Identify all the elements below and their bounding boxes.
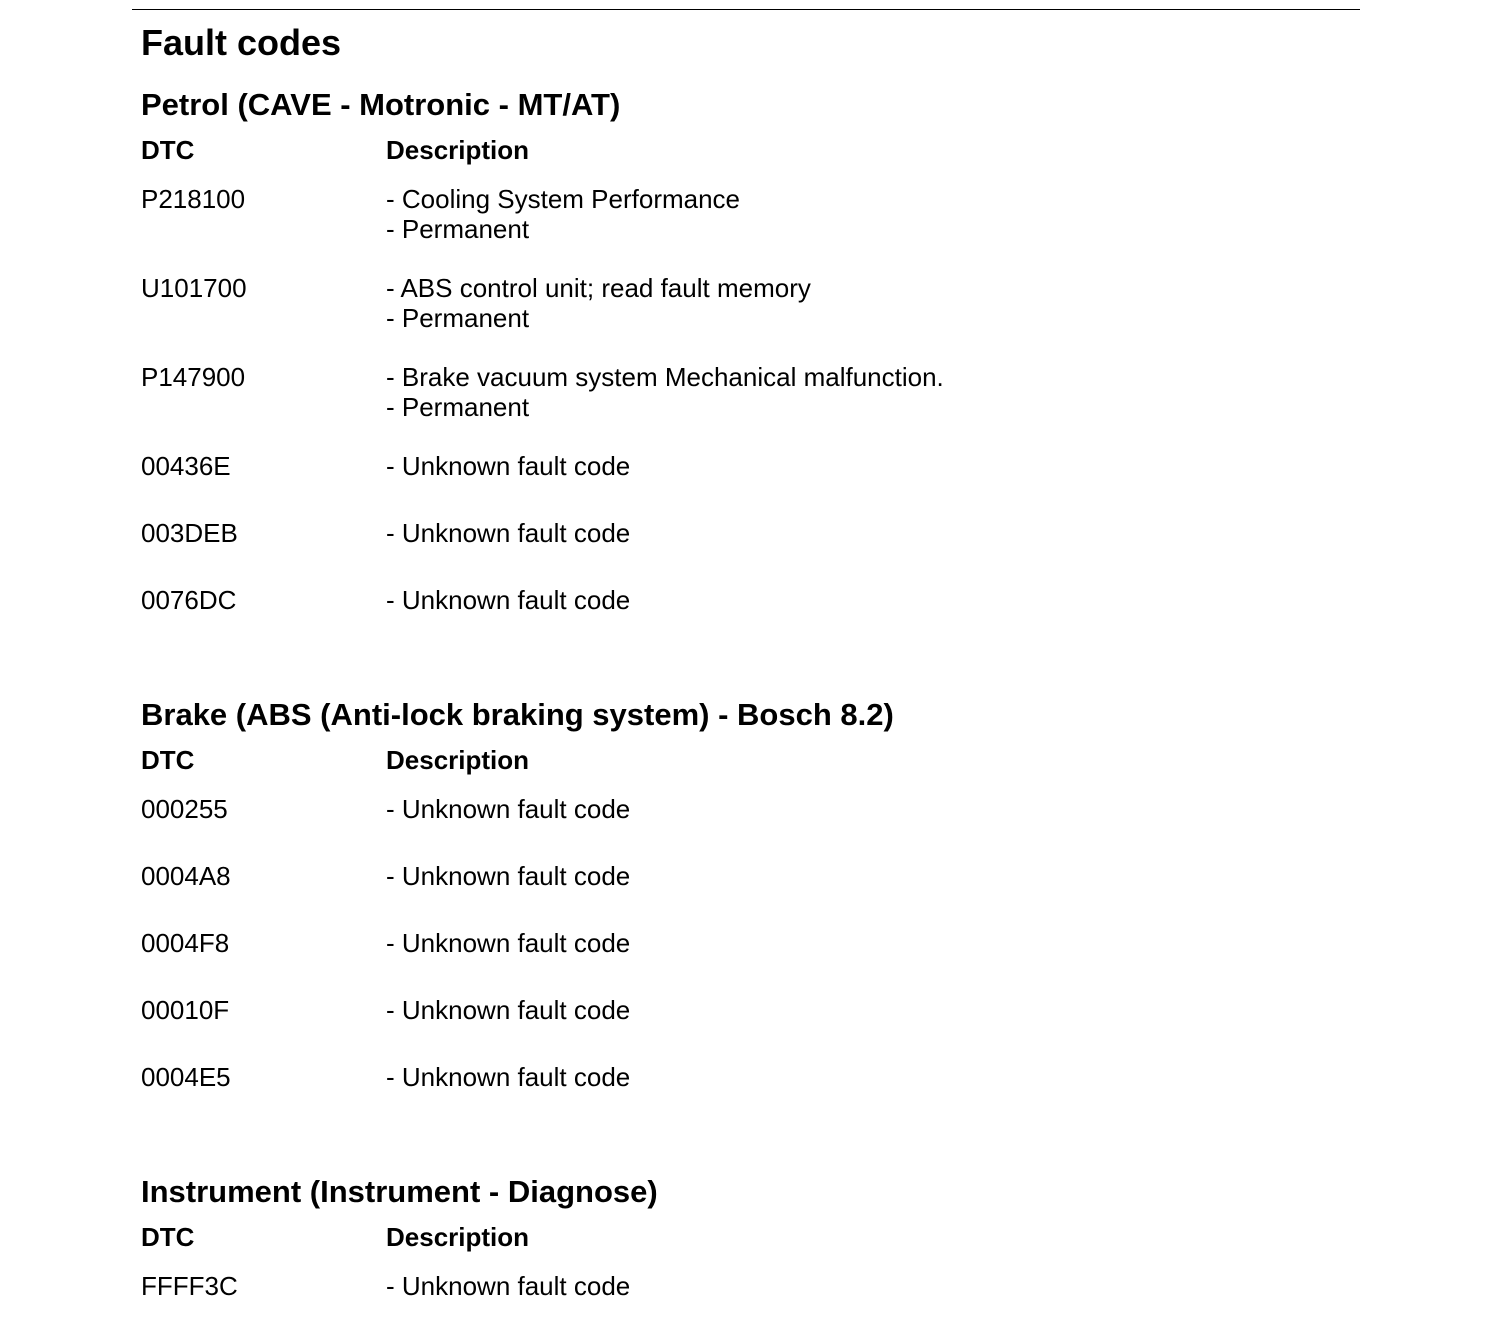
fault-description [386, 451, 630, 481]
description-line: - Unknown fault code [386, 1271, 631, 1301]
description-line: - Unknown fault code [386, 861, 631, 891]
table-row [141, 928, 1341, 995]
dtc-code: P218100 [141, 184, 246, 214]
dtc-code: 0004A8 [141, 861, 231, 891]
fault-description [386, 518, 630, 548]
page-title: Fault codes [141, 22, 342, 63]
dtc-code: 00436E [141, 451, 231, 481]
table-row [141, 794, 1341, 861]
dtc-code: 0004F8 [141, 928, 230, 958]
table-row [141, 184, 1341, 273]
fault-description [386, 861, 630, 891]
fault-description [386, 794, 630, 824]
fault-description [386, 362, 944, 422]
fault-code-list [141, 184, 1341, 652]
description-line: - Unknown fault code [386, 928, 631, 958]
description-line: - Unknown fault code [386, 451, 631, 481]
dtc-code: 000255 [141, 794, 228, 824]
fault-description [386, 585, 630, 615]
dtc-code: 0076DC [141, 585, 237, 615]
description-line: - ABS control unit; read fault memory [386, 273, 811, 303]
description-line: - Unknown fault code [386, 794, 631, 824]
table-row [141, 273, 1341, 362]
table-row [141, 995, 1341, 1062]
column-header-description: Description [386, 1222, 530, 1252]
table-row [141, 861, 1341, 928]
table-row [141, 585, 1341, 652]
column-header-dtc: DTC [141, 1222, 195, 1252]
table-row [141, 451, 1341, 518]
fault-description [386, 995, 630, 1025]
dtc-code: 0004E5 [141, 1062, 231, 1092]
section-title: Petrol (CAVE - Motronic - MT/AT) [141, 87, 621, 122]
table-row [141, 1271, 1341, 1338]
dtc-code: P147900 [141, 362, 246, 392]
section-title: Instrument (Instrument - Diagnose) [141, 1174, 658, 1209]
section-petrol [141, 86, 1341, 652]
section-instrument [141, 1173, 1341, 1338]
column-header-description: Description [386, 745, 530, 775]
table-header [141, 1222, 1341, 1252]
table-row [141, 518, 1341, 585]
description-line: - Permanent [386, 214, 530, 244]
description-line: - Permanent [386, 303, 530, 333]
fault-description [386, 1271, 630, 1301]
description-line: - Unknown fault code [386, 995, 631, 1025]
dtc-code: FFFF3C [141, 1271, 238, 1301]
column-header-dtc: DTC [141, 745, 195, 775]
dtc-code: U101700 [141, 273, 247, 303]
description-line: - Unknown fault code [386, 585, 631, 615]
dtc-code: 00010F [141, 995, 230, 1025]
fault-code-list [141, 1271, 1341, 1338]
dtc-code: 003DEB [141, 518, 238, 548]
fault-description [386, 184, 740, 244]
table-header [141, 135, 1341, 165]
table-row [141, 1062, 1341, 1129]
top-rule [132, 9, 1360, 10]
description-line: - Permanent [386, 392, 530, 422]
column-header-dtc: DTC [141, 135, 195, 165]
fault-code-list [141, 794, 1341, 1129]
description-line: - Cooling System Performance [386, 184, 741, 214]
table-row [141, 362, 1341, 451]
description-line: - Brake vacuum system Mechanical malfunction. [386, 362, 944, 392]
description-line: - Unknown fault code [386, 1062, 631, 1092]
fault-description [386, 928, 630, 958]
fault-description [386, 273, 811, 333]
fault-description [386, 1062, 630, 1092]
column-header-description: Description [386, 135, 530, 165]
section-brake [141, 696, 1341, 1129]
description-line: - Unknown fault code [386, 518, 631, 548]
section-title: Brake (ABS (Anti-lock braking system) - Bosch 8.2) [141, 697, 894, 732]
table-header [141, 745, 1341, 775]
